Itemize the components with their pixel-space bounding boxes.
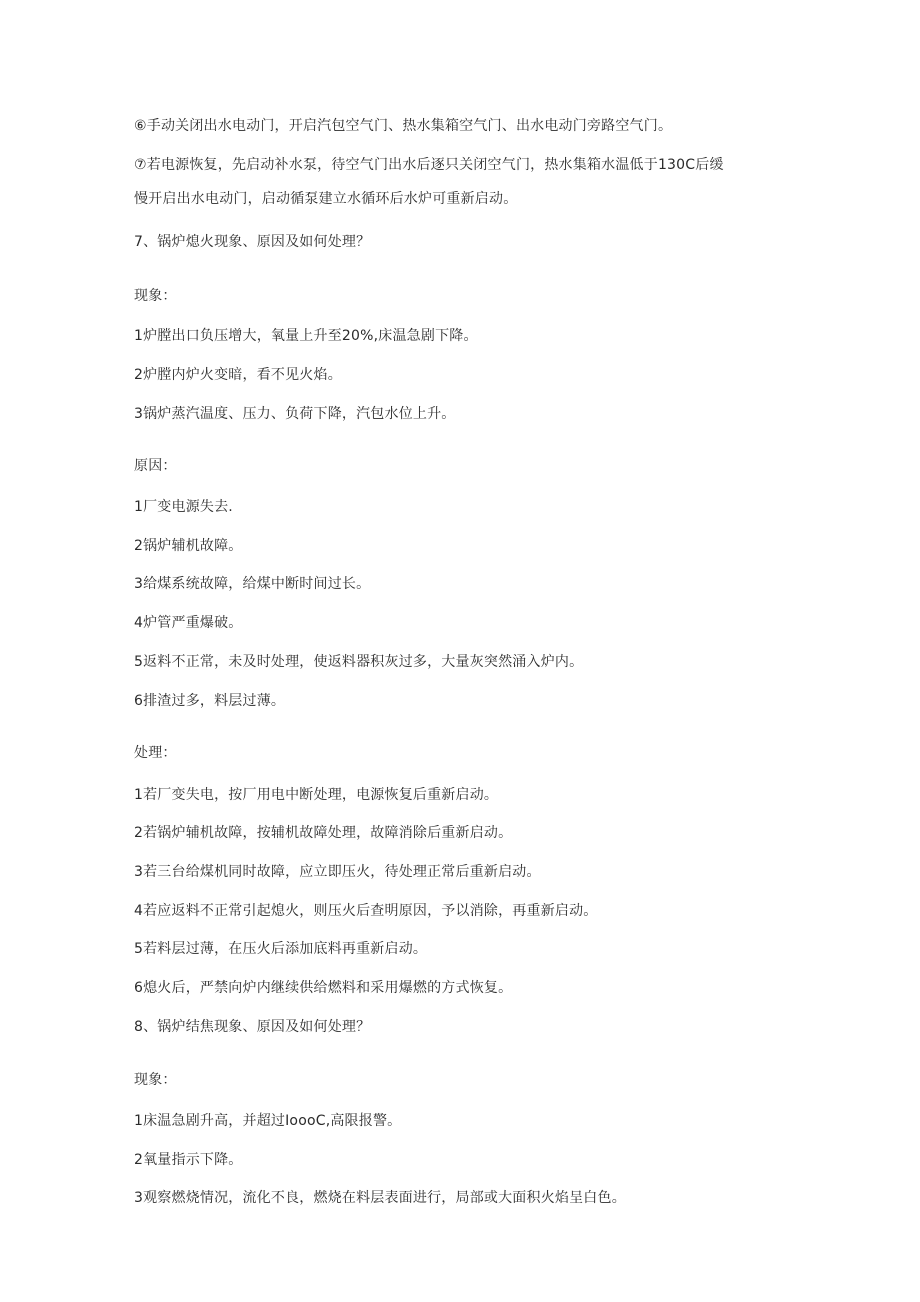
phenomenon-item: 2氧量指示下降。	[134, 1152, 243, 1168]
handling-item: 1若厂变失电，按厂用电中断处理，电源恢复后重新启动。	[134, 787, 499, 803]
handling-item: 2若锅炉辅机故障，按辅机故障处理，故障消除后重新启动。	[134, 825, 513, 841]
cause-item: 3给煤系统故障，给煤中断时间过长。	[134, 576, 371, 592]
section-label-phenomenon: 现象：	[134, 288, 177, 304]
cause-item: 1厂变电源失去.	[134, 499, 233, 515]
cause-item: 6排渣过多，料层过薄。	[134, 693, 286, 709]
cause-item: 5返料不正常，未及时处理，使返料器积灰过多，大量灰突然涌入炉内。	[134, 654, 584, 670]
step-6-text: ⑥手动关闭出水电动门，开启汽包空气门、热水集箱空气门、出水电动门旁路空气门。	[134, 118, 673, 134]
section-label-phenomenon: 现象：	[134, 1072, 177, 1088]
step-7-text-line-1: ⑦若电源恢复，先启动补水泵，待空气门出水后逐只关闭空气门，热水集箱水温低于130C后缓	[134, 157, 724, 173]
cause-item: 2锅炉辅机故障。	[134, 538, 243, 554]
phenomenon-item: 1炉膛出口负压增大，氧量上升至20%,床温急剧下降。	[134, 328, 478, 344]
phenomenon-item: 1床温急剧升高，并超过IoooC,高限报警。	[134, 1113, 402, 1129]
handling-item: 4若应返料不正常引起熄火，则压火后查明原因，予以消除，再重新启动。	[134, 903, 598, 919]
question-7-heading: 7、锅炉熄火现象、原因及如何处理？	[134, 234, 371, 250]
phenomenon-item: 2炉膛内炉火变暗，看不见火焰。	[134, 367, 342, 383]
handling-item: 5若料层过薄，在压火后添加底料再重新启动。	[134, 941, 428, 957]
phenomenon-item: 3观察燃烧情况，流化不良，燃烧在料层表面进行，局部或大面积火焰呈白色。	[134, 1190, 626, 1206]
handling-item: 3若三台给煤机同时故障，应立即压火，待处理正常后重新启动。	[134, 864, 541, 880]
step-7-text-line-2: 慢开启出水电动门，启动循泵建立水循环后水炉可重新启动。	[134, 191, 518, 207]
cause-item: 4炉管严重爆破。	[134, 615, 243, 631]
phenomenon-item: 3锅炉蒸汽温度、压力、负荷下降，汽包水位上升。	[134, 406, 456, 422]
section-label-handling: 处理：	[134, 745, 177, 761]
section-label-cause: 原因：	[134, 458, 177, 474]
question-8-heading: 8、锅炉结焦现象、原因及如何处理？	[134, 1019, 371, 1035]
handling-item: 6熄火后，严禁向炉内继续供给燃料和采用爆燃的方式恢复。	[134, 980, 513, 996]
